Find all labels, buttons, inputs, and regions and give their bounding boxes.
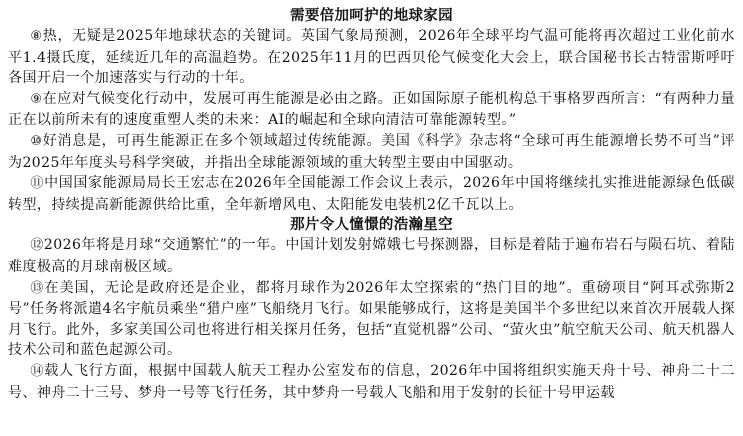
paragraph-text: 2026年将是月球“交通繁忙”的一年。中国计划发射嫦娥七号探测器，目标是着陆于遍布岩石与陨石坑、着陆难度极高的月球南极区域。 xyxy=(8,237,735,275)
paragraph-12 xyxy=(8,235,735,277)
section-heading-earth: 需要倍加呵护的地球家园 xyxy=(290,7,453,24)
paragraph-14 xyxy=(8,361,735,403)
paragraph-text: 中国国家能源局局长王宏志在2026年全国能源工作会议上表示，2026年中国将继续扎实推进能源绿色低碳转型，持续提高新能源供给比重，全年新增风电、太阳能发电装机2亿千瓦以上。 xyxy=(8,175,735,213)
paragraph-number: ⑩ xyxy=(30,133,43,149)
paragraph-text: 在美国，无论是政府还是企业，都将月球作为2026年太空探索的“热门目的地”。重磅项目“阿耳忒弥斯2号”任务将派遣4名宇航员乘坐“猎户座”飞船绕月飞行。如果能够成行，这将是美国半个多世纪以来首次开展载人探月飞行。此外，多家美国公司也将进行相关探月任务，包括“直觉机器”公司、“萤火虫”航空航天公司、航天机器人技术公司和蓝色起源公司。 xyxy=(8,279,736,359)
paragraph-text: 在应对气候变化行动中，发展可再生能源是必由之路。正如国际原子能机构总干事格罗西所言：“有两种力量正在以前所未有的速度重塑人类的未来：AI的崛起和全球向清洁可靠能源转型。” xyxy=(8,90,735,129)
paragraph-number: ⑬ xyxy=(30,280,45,296)
section-heading-space: 那片令人憧憬的浩瀚星空 xyxy=(290,216,453,234)
paragraph-9 xyxy=(8,89,735,131)
paragraph-13 xyxy=(8,278,735,361)
paragraph-text: 好消息是，可再生能源正在多个领域超过传统能源。美国《科学》杂志将“全球可再生能源增长势不可当”评为2025年年度头号科学突破，并指出全球能源领域的重大转型主要由中国驱动。 xyxy=(8,132,735,171)
paragraph-number: ⑨ xyxy=(30,91,43,107)
paragraph-number: ⑫ xyxy=(30,238,44,254)
paragraph-text: 载人飞行方面，根据中国载人航天工程办公室发布的信息，2026年中国将组织实施天舟十号、神舟二十二号、神舟二十三号、梦舟一号等飞行任务，其中梦舟一号载人飞船和用于发射的长征十号甲运载 xyxy=(8,362,735,401)
paragraph-number: ⑪ xyxy=(30,176,45,192)
paragraph-8 xyxy=(8,26,735,89)
paragraph-text: 热，无疑是2025年地球状态的关键词。英国气象局预测，2026年全球平均气温可能将再次超过工业化前水平1.4摄氏度，延续近几年的高温趋势。在2025年11月的巴西贝伦气候变化大会上，联合国秘书长古特雷斯呼吁各国开启一个加速落实与行动的十年。 xyxy=(8,28,735,87)
paragraph-11 xyxy=(8,173,735,215)
paragraph-number: ⑭ xyxy=(30,363,45,379)
paragraph-10 xyxy=(8,131,735,173)
paragraph-number: ⑧ xyxy=(30,29,43,44)
